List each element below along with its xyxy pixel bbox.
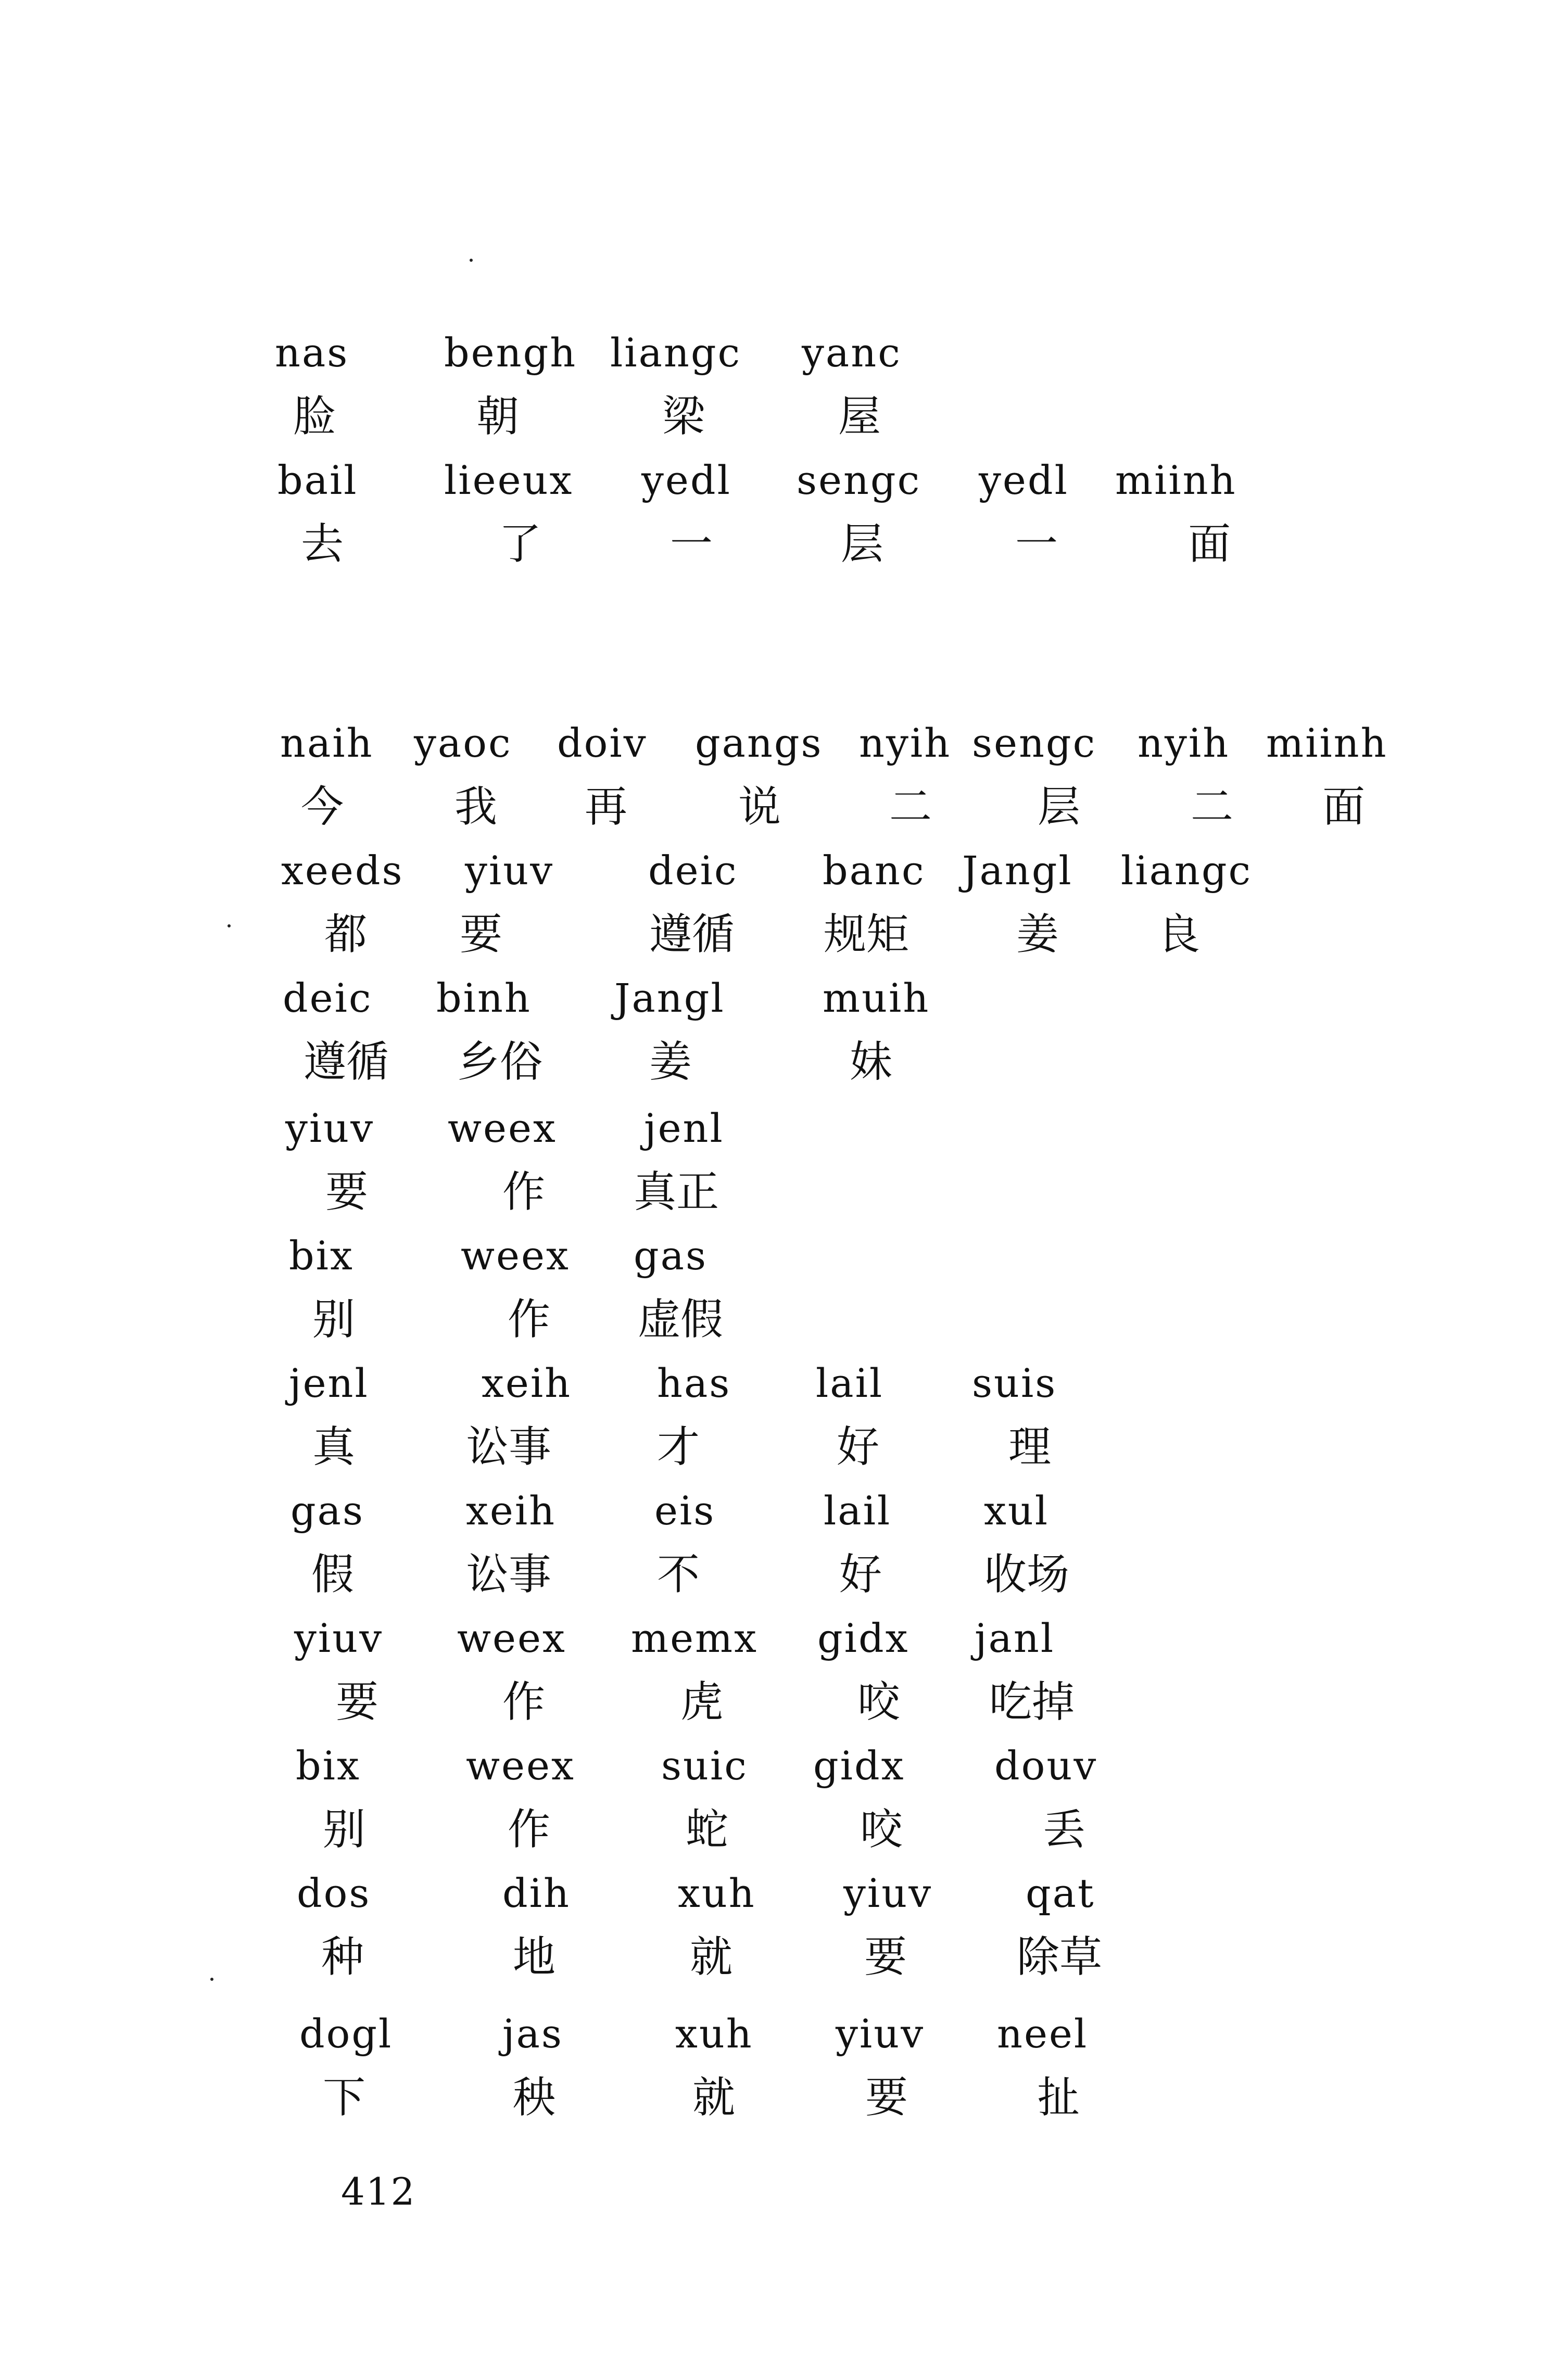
chinese-gloss-line [0, 1295, 1541, 1356]
chinese-gloss-word: 去 [301, 519, 344, 569]
romanized-word: memx [631, 1615, 758, 1661]
romanized-word: weex [461, 1232, 570, 1279]
chinese-gloss-word: 姜 [649, 1037, 692, 1087]
chinese-gloss-word: 规矩 [824, 910, 910, 959]
romanized-word: has [657, 1360, 731, 1406]
romanized-word: dih [502, 1870, 571, 1916]
chinese-gloss-word: 真 [312, 1422, 356, 1472]
romanized-word: xeeds [281, 847, 404, 894]
romanized-word: weex [448, 1105, 557, 1151]
chinese-gloss-word: 要 [460, 910, 503, 959]
romanized-word: suis [972, 1360, 1057, 1406]
romanized-word: bail [277, 457, 358, 503]
romanized-word: yiuv [294, 1615, 384, 1661]
chinese-gloss-line [0, 782, 1541, 843]
chinese-gloss-word: 讼事 [466, 1422, 552, 1472]
chinese-gloss-line [0, 1422, 1541, 1483]
chinese-gloss-word: 秧 [513, 2073, 556, 2122]
chinese-gloss-word: 了 [499, 519, 542, 569]
romanized-word: xul [984, 1487, 1050, 1534]
chinese-gloss-line [0, 1550, 1541, 1611]
romanized-word: Jangl [962, 847, 1073, 894]
chinese-gloss-word: 面 [1322, 782, 1366, 832]
romanized-word: xeih [482, 1360, 572, 1406]
chinese-gloss-line [0, 392, 1541, 453]
chinese-gloss-word: 咬 [857, 1677, 901, 1727]
romanized-word: nas [275, 329, 349, 376]
romanized-line [0, 1232, 1541, 1293]
chinese-gloss-word: 虎 [680, 1677, 724, 1727]
romanized-word: janl [975, 1615, 1055, 1661]
romanized-line [0, 1870, 1541, 1931]
romanized-word: lieeux [444, 457, 574, 503]
chinese-gloss-word: 吃掉 [989, 1677, 1075, 1727]
romanized-word: xeih [466, 1487, 557, 1534]
romanized-word: dogl [299, 2010, 393, 2057]
chinese-gloss-word: 乡俗 [457, 1037, 543, 1087]
chinese-gloss-line [0, 1037, 1541, 1098]
romanized-line [0, 847, 1541, 908]
romanized-word: qat [1026, 1870, 1095, 1916]
romanized-line [0, 2010, 1541, 2071]
chinese-gloss-word: 丢 [1043, 1805, 1086, 1854]
chinese-gloss-word: 二 [889, 782, 932, 832]
romanized-word: liangc [610, 329, 742, 376]
chinese-gloss-word: 真正 [634, 1167, 719, 1217]
romanized-word: yedl [979, 457, 1069, 503]
romanized-word: gidx [817, 1615, 910, 1661]
chinese-gloss-line [0, 519, 1541, 580]
chinese-gloss-word: 作 [502, 1167, 546, 1217]
chinese-gloss-word: 面 [1188, 519, 1231, 569]
romanized-line [0, 1487, 1541, 1548]
romanized-word: naih [280, 720, 374, 766]
print-speck [210, 1978, 213, 1981]
romanized-line [0, 1742, 1541, 1803]
chinese-gloss-word: 虚假 [638, 1295, 724, 1344]
chinese-gloss-word: 作 [508, 1295, 551, 1344]
romanized-word: yedl [641, 457, 731, 503]
chinese-gloss-line [0, 1677, 1541, 1738]
chinese-gloss-word: 要 [865, 2073, 908, 2122]
romanized-line [0, 720, 1541, 781]
romanized-word: bengh [444, 329, 577, 376]
romanized-word: deic [648, 847, 738, 894]
chinese-gloss-line [0, 1167, 1541, 1228]
chinese-gloss-word: 屋 [838, 392, 881, 441]
chinese-gloss-word: 层 [841, 519, 884, 569]
chinese-gloss-word: 脸 [293, 392, 336, 441]
chinese-gloss-word: 要 [325, 1167, 369, 1217]
romanized-line [0, 329, 1541, 390]
chinese-gloss-word: 地 [513, 1932, 556, 1982]
romanized-word: yiuv [843, 1870, 933, 1916]
chinese-gloss-word: 好 [839, 1550, 882, 1599]
chinese-gloss-word: 种 [321, 1932, 364, 1982]
chinese-gloss-word: 妹 [850, 1037, 893, 1087]
romanized-word: gas [290, 1487, 364, 1534]
romanized-word: gas [634, 1232, 708, 1279]
chinese-gloss-word: 理 [1008, 1422, 1052, 1472]
romanized-word: yanc [802, 329, 902, 376]
chinese-gloss-word: 就 [690, 1932, 733, 1982]
chinese-gloss-word: 今 [301, 782, 344, 832]
chinese-gloss-word: 说 [738, 782, 781, 832]
chinese-gloss-word: 一 [670, 519, 713, 569]
chinese-gloss-word: 假 [311, 1550, 355, 1599]
chinese-gloss-word: 才 [657, 1422, 700, 1472]
chinese-gloss-word: 不 [657, 1550, 700, 1599]
print-speck [228, 924, 231, 927]
romanized-word: dos [297, 1870, 371, 1916]
romanized-word: weex [466, 1742, 575, 1789]
romanized-word: xuh [678, 1870, 756, 1916]
chinese-gloss-word: 层 [1038, 782, 1081, 832]
romanized-word: Jangl [614, 975, 725, 1021]
romanized-line [0, 975, 1541, 1036]
romanized-word: weex [457, 1615, 566, 1661]
chinese-gloss-word: 二 [1191, 782, 1234, 832]
romanized-word: yaoc [414, 720, 512, 766]
romanized-word: deic [283, 975, 373, 1021]
romanized-word: gangs [695, 720, 823, 766]
chinese-gloss-line [0, 1932, 1541, 1993]
chinese-gloss-word: 除草 [1017, 1932, 1103, 1982]
romanized-word: miinh [1115, 457, 1237, 503]
chinese-gloss-word: 姜 [1016, 910, 1059, 959]
chinese-gloss-word: 蛇 [686, 1805, 729, 1854]
chinese-gloss-word: 良 [1157, 910, 1201, 959]
chinese-gloss-word: 一 [1015, 519, 1058, 569]
romanized-word: sengc [797, 457, 921, 503]
chinese-gloss-word: 讼事 [466, 1550, 552, 1599]
romanized-word: yiuv [465, 847, 554, 894]
romanized-word: miinh [1266, 720, 1388, 766]
chinese-gloss-word: 要 [336, 1677, 379, 1727]
romanized-word: nyih [1138, 720, 1230, 766]
romanized-word: bix [289, 1232, 354, 1279]
romanized-word: eis [654, 1487, 716, 1534]
chinese-gloss-word: 扯 [1037, 2073, 1080, 2122]
romanized-word: doiv [557, 720, 648, 766]
romanized-line [0, 1105, 1541, 1166]
romanized-word: sengc [972, 720, 1097, 766]
romanized-line [0, 1360, 1541, 1421]
print-speck [470, 259, 473, 262]
chinese-gloss-line [0, 1805, 1541, 1866]
chinese-gloss-line [0, 2073, 1541, 2134]
chinese-gloss-word: 我 [454, 782, 498, 832]
romanized-word: yiuv [836, 2010, 925, 2057]
romanized-word: binh [436, 975, 532, 1021]
chinese-gloss-word: 别 [323, 1805, 366, 1854]
romanized-word: jas [502, 2010, 563, 2057]
romanized-word: douv [994, 1742, 1098, 1789]
romanized-word: muih [823, 975, 930, 1021]
romanized-word: xuh [675, 2010, 753, 2057]
chinese-gloss-word: 收场 [984, 1550, 1070, 1599]
romanized-line [0, 457, 1541, 518]
romanized-word: suic [661, 1742, 748, 1789]
chinese-gloss-word: 就 [692, 2073, 736, 2122]
romanized-word: gidx [813, 1742, 905, 1789]
chinese-gloss-word: 梁 [662, 392, 705, 441]
romanized-word: nyih [859, 720, 952, 766]
chinese-gloss-word: 咬 [860, 1805, 903, 1854]
romanized-word: jenl [289, 1360, 369, 1406]
chinese-gloss-word: 遵循 [304, 1037, 389, 1087]
romanized-line [0, 1615, 1541, 1676]
chinese-gloss-word: 再 [585, 782, 628, 832]
romanized-word: bix [296, 1742, 361, 1789]
romanized-word: neel [997, 2010, 1089, 2057]
romanized-word: lail [824, 1487, 892, 1534]
chinese-gloss-word: 作 [508, 1805, 551, 1854]
chinese-gloss-word: 都 [324, 910, 368, 959]
romanized-word: jenl [644, 1105, 724, 1151]
chinese-gloss-word: 作 [502, 1677, 546, 1727]
page-number: 412 [341, 2170, 416, 2213]
chinese-gloss-word: 下 [323, 2073, 366, 2122]
romanized-word: liangc [1121, 847, 1253, 894]
chinese-gloss-word: 别 [312, 1295, 356, 1344]
chinese-gloss-word: 朝 [476, 392, 520, 441]
chinese-gloss-line [0, 910, 1541, 971]
romanized-word: lail [816, 1360, 884, 1406]
romanized-word: banc [823, 847, 926, 894]
chinese-gloss-word: 遵循 [649, 910, 735, 959]
chinese-gloss-word: 好 [837, 1422, 880, 1472]
chinese-gloss-word: 要 [864, 1932, 907, 1982]
romanized-word: yiuv [285, 1105, 375, 1151]
